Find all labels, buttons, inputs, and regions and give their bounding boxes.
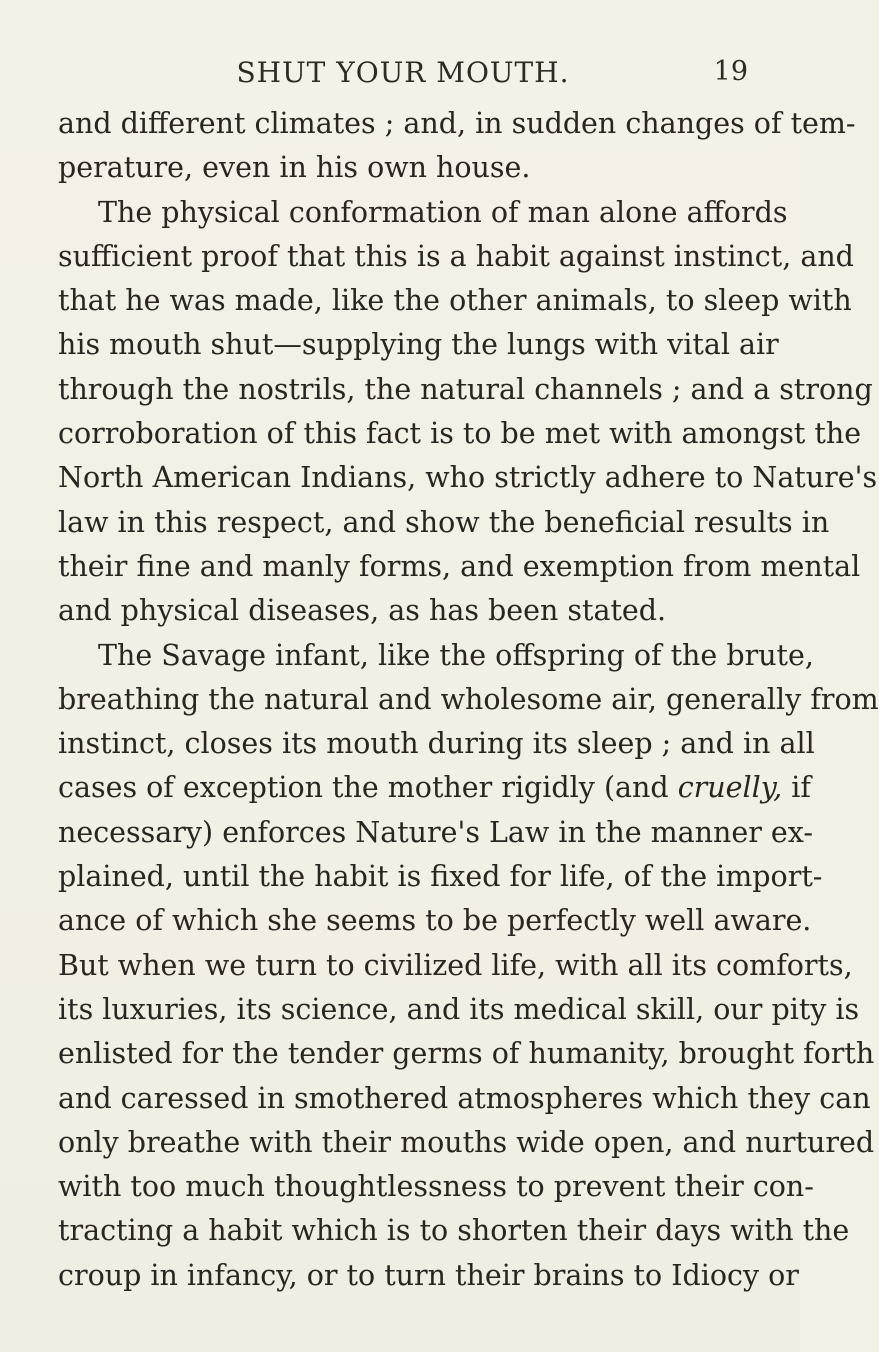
text-line: and physical diseases, as has been stated. <box>58 594 667 628</box>
text-line: The physical conformation of man alone affords <box>98 195 788 229</box>
running-title: SHUT YOUR MOUTH. <box>236 56 570 89</box>
text-line: North American Indians, who strictly adhere to Nature's <box>58 461 878 495</box>
text-line: perature, even in his own house. <box>58 151 531 185</box>
text-line: plained, until the habit is fixed for life, of the import- <box>58 860 823 894</box>
text-line: But when we turn to civilized life, with all its comforts, <box>58 948 853 982</box>
text-line: with too much thoughtlessness to prevent their con- <box>58 1170 814 1204</box>
text-span: cases of exception the mother rigidly (and <box>58 771 669 805</box>
italic-word: cruelly, <box>677 771 783 805</box>
text-line: law in this respect, and show the beneficial results in <box>58 505 830 539</box>
text-line: tracting a habit which is to shorten their days with the <box>58 1214 850 1248</box>
text-line: necessary) enforces Nature's Law in the manner ex- <box>58 815 813 849</box>
text-line-with-italic <box>58 766 811 810</box>
text-line: only breathe with their mouths wide open, and nurtured <box>58 1125 875 1159</box>
text-line: croup in infancy, or to turn their brains to Idiocy or <box>58 1258 799 1292</box>
text-line: their fine and manly forms, and exemption from mental <box>58 549 861 583</box>
page-number: 19 <box>713 56 748 87</box>
text-line: ance of which she seems to be perfectly well aware. <box>58 904 812 938</box>
text-line: enlisted for the tender germs of humanity, brought forth <box>58 1037 875 1071</box>
text-line: sufficient proof that this is a habit against instinct, and <box>58 239 854 273</box>
text-line: and different climates ; and, in sudden changes of tem- <box>58 107 856 140</box>
running-head <box>58 52 748 92</box>
text-line: and caressed in smothered atmospheres which they can <box>58 1081 871 1115</box>
text-span: if <box>782 771 811 805</box>
text-line: corroboration of this fact is to be met with amongst the <box>58 417 862 451</box>
body-text <box>58 102 879 1298</box>
text-line: The Savage infant, like the offspring of the brute, <box>98 638 814 672</box>
text-line: that he was made, like the other animals, to sleep with <box>58 284 852 318</box>
text-line: instinct, closes its mouth during its sleep ; and in all <box>58 727 815 761</box>
text-line: his mouth shut—supplying the lungs with vital air <box>58 328 779 362</box>
text-line: through the nostrils, the natural channels ; and a strong <box>58 372 873 406</box>
text-line: breathing the natural and wholesome air, generally from <box>58 682 879 716</box>
text-line: its luxuries, its science, and its medical skill, our pity is <box>58 992 860 1026</box>
